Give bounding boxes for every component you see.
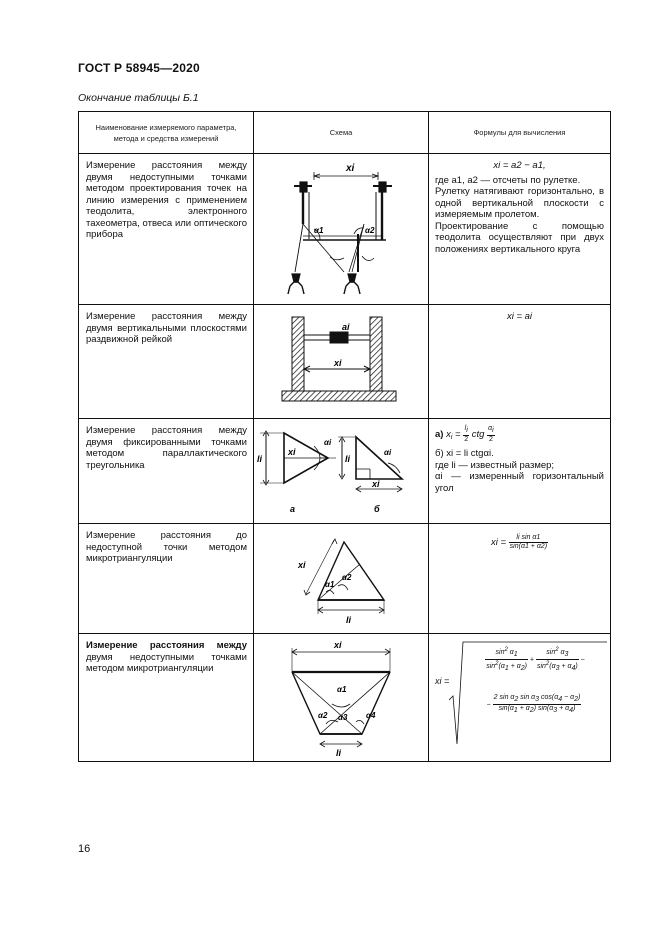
row5-formula: xi = $\frac{\sin 2 \alpha 1}{\sin 2(\alpha 1 + \alpha 2)}$ + $\frac{\sin 2 \alpha 3}{\sin 2(\alpha 3 + \alpha 4)}$ − − $\frac{\text{2 sin α2 sin α3 cos(α4 − α2)}}{\sin(\alpha 1 + \alpha 2) \sin(\alpha 3 + \alpha 4)}$ bbox=[429, 634, 610, 754]
standard-title: ГОСТ Р 58945—2020 bbox=[78, 61, 200, 75]
row3-note-2: αi — измеренный горизонтальный угол bbox=[435, 471, 604, 494]
column-header-name: Наименование измеряемого параметра, метода и средства измерений bbox=[79, 112, 254, 154]
parallactic-triangle-diagram bbox=[254, 419, 429, 523]
row3-formula-b: б) xi = li ctgαi. bbox=[435, 448, 494, 459]
row1-description: Измерение расстояния между двумя недоступными точками методом проектирования точек на линию измерения с применением теодолита, электронного тахеометра, отвеса или оптического прибора bbox=[86, 160, 247, 240]
scheme-label-alpha2: α2 bbox=[318, 711, 328, 720]
row2-description: Измерение расстояния между двумя вертикальными плоскостями раздвижной рейкой bbox=[86, 311, 247, 345]
scheme-label-xi: xi bbox=[334, 358, 342, 368]
row2-formula: xi = ai bbox=[506, 311, 533, 322]
row1-scheme bbox=[254, 154, 429, 305]
row1-note-3: Проектирование с помощью теодолита осуществляют при двух положениях вертикального круга bbox=[435, 220, 604, 255]
scheme-label-alpha1: α1 bbox=[325, 580, 335, 589]
row3-scheme bbox=[254, 419, 429, 524]
sliding-rod-diagram bbox=[254, 305, 429, 418]
row3-formula-a: а) $x_i$ = $\frac{li}{2}$ ctg $\frac{\alpha i}{2}$ bbox=[435, 425, 494, 443]
scheme-label-li: li bbox=[346, 615, 352, 625]
scheme-label-alpha4: α4 bbox=[366, 711, 376, 720]
row3-description: Измерение расстояния между двумя фиксированными точками методом параллактического треугольника bbox=[86, 425, 247, 471]
scheme-label-alpha1: α1 bbox=[314, 226, 324, 235]
scheme-label-alpha-b: αi bbox=[384, 448, 392, 457]
table-row bbox=[79, 419, 611, 524]
measurement-table bbox=[78, 111, 611, 762]
scheme-label-xi: xi bbox=[346, 163, 355, 174]
table-row bbox=[79, 305, 611, 419]
scheme-label-xi: xi bbox=[298, 560, 306, 570]
scheme-label-xi-a: xi bbox=[288, 447, 296, 457]
scheme-label-li-a: li bbox=[257, 454, 263, 464]
scheme-label-alpha1: α1 bbox=[337, 685, 347, 694]
row1-note-1: где a1, a2 — отсчеты по рулетке. bbox=[435, 174, 581, 186]
scheme-label-alpha2: α2 bbox=[342, 573, 352, 582]
page-number: 16 bbox=[78, 843, 91, 855]
row2-scheme bbox=[254, 305, 429, 419]
scheme-label-alpha3: α3 bbox=[338, 713, 348, 722]
table-row bbox=[79, 634, 611, 762]
microtriangulation-two-points-diagram bbox=[254, 634, 429, 761]
microtriangulation-point-diagram bbox=[254, 524, 429, 633]
scheme-label-li: li bbox=[336, 748, 342, 758]
column-header-formulas: Формулы для вычисления bbox=[429, 112, 611, 154]
scheme-sublabel-a: а bbox=[290, 504, 296, 514]
row1-note-2: Рулетку натягивают горизонтально, в одной вертикальной плоскости с измеряемым пролетом. bbox=[435, 186, 604, 220]
table-caption: Окончание таблицы Б.1 bbox=[78, 92, 199, 104]
column-header-scheme: Схема bbox=[254, 112, 429, 154]
table-header-row bbox=[79, 112, 611, 154]
row4-formula-fraction: $\frac{\text{li sin α1}}{\sin(\alpha 1 + \alpha 2)}$ bbox=[509, 534, 548, 550]
scheme-label-xi: xi bbox=[334, 640, 342, 650]
row4-description: Измерение расстояния до недоступной точки методом микротриангуляции bbox=[86, 530, 247, 564]
scheme-label-ai: ai bbox=[342, 322, 350, 332]
row5-description: Измерение расстояния между двумя недоступными точками методом микротриангуляции bbox=[86, 640, 247, 674]
scheme-label-li-b: li bbox=[345, 454, 351, 464]
row5-scheme bbox=[254, 634, 429, 762]
table-row bbox=[79, 524, 611, 634]
row4-scheme bbox=[254, 524, 429, 634]
scheme-sublabel-b: б bbox=[374, 504, 380, 514]
projection-scheme-diagram bbox=[254, 154, 429, 304]
table-row bbox=[79, 154, 611, 305]
scheme-label-alpha2: α2 bbox=[365, 226, 375, 235]
row3-note-1: где li — известный размер; bbox=[435, 459, 555, 471]
scheme-label-xi-b: xi bbox=[372, 479, 380, 489]
scheme-label-alpha-a: αi bbox=[324, 438, 332, 447]
row1-formula: xi = a2 − a1, bbox=[493, 160, 546, 171]
row4-formula-lhs: xi = bbox=[490, 537, 507, 549]
